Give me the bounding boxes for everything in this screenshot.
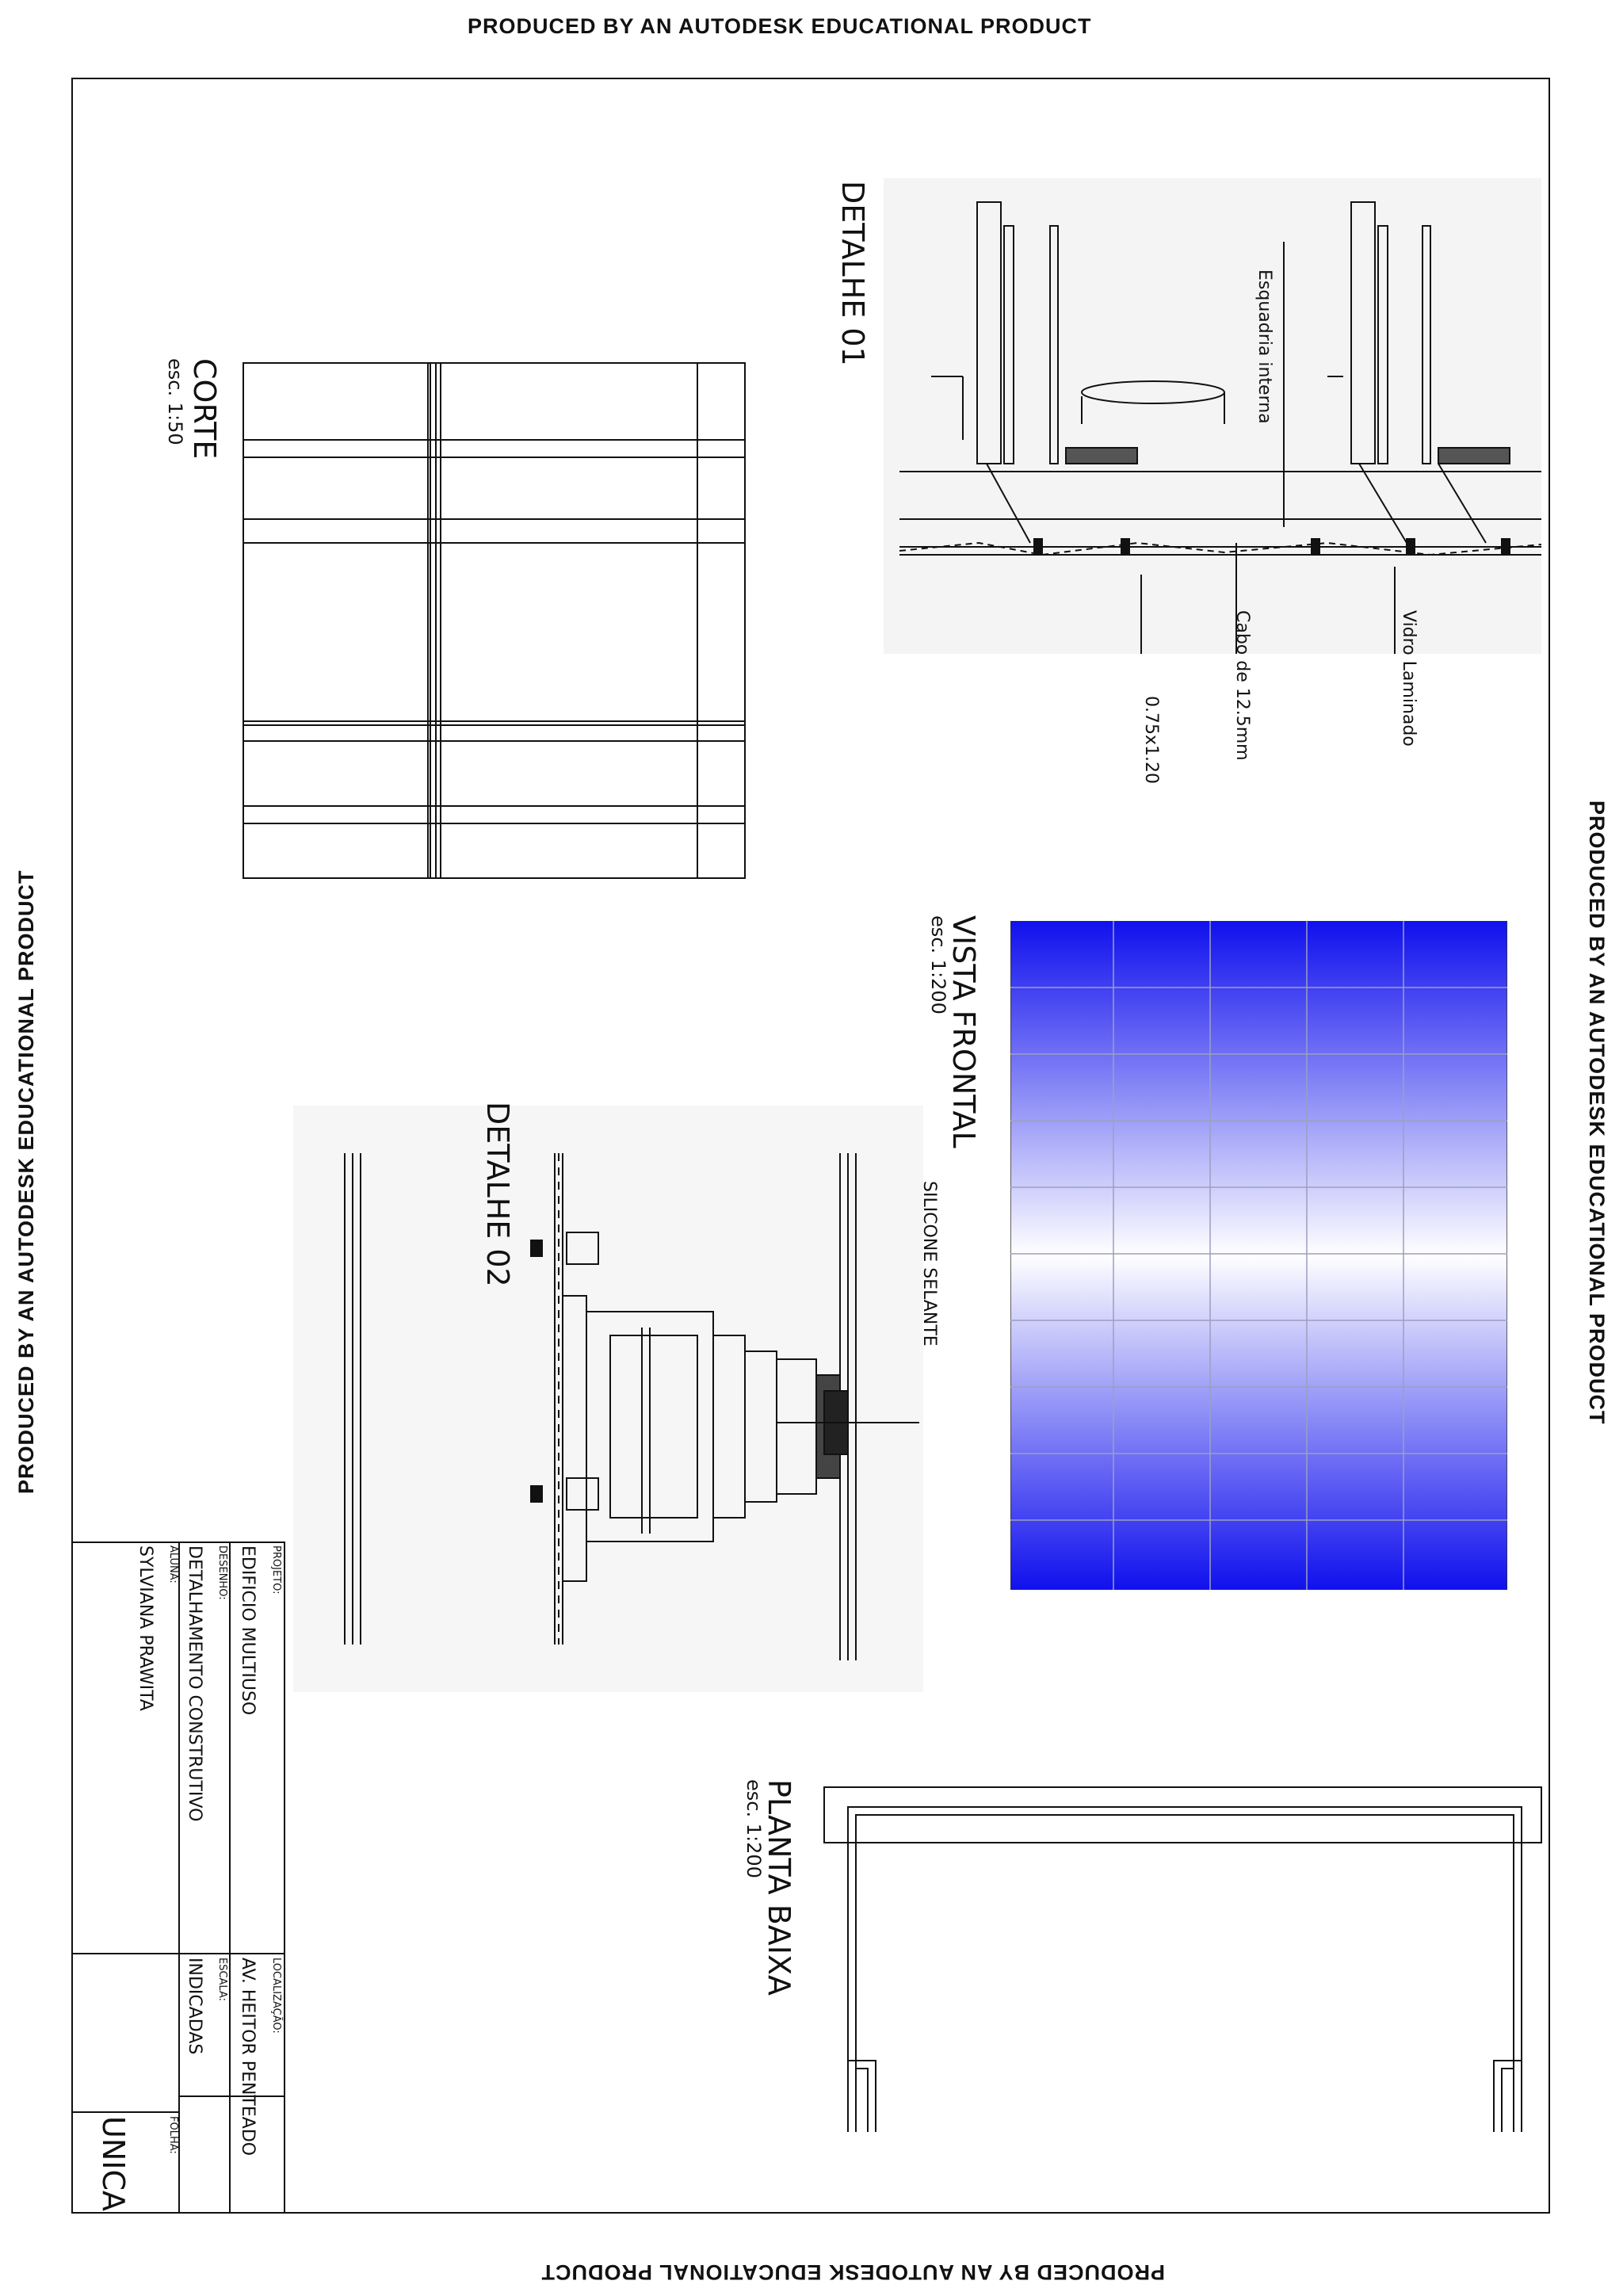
corte-scale: esc. 1:50 bbox=[164, 358, 186, 445]
planta-baixa-title: PLANTA BAIXA bbox=[762, 1779, 796, 1996]
watermark-right: PRODUCED BY AN AUTODESK EDUCATIONAL PRODUCT bbox=[1585, 800, 1609, 1425]
detalhe01-drawing bbox=[884, 178, 1541, 654]
vista-frontal-title: VISTA FRONTAL bbox=[946, 915, 981, 1148]
folha-label: FOLHA: bbox=[167, 2116, 179, 2154]
planta-baixa-scale: esc. 1:200 bbox=[743, 1779, 765, 1878]
watermark-left: PRODUCED BY AN AUTODESK EDUCATIONAL PRODUCT bbox=[14, 869, 38, 1494]
watermark-top: PRODUCED BY AN AUTODESK EDUCATIONAL PRODUCT bbox=[468, 14, 1092, 38]
label-dimensao: 0.75x1.20 bbox=[1141, 696, 1161, 784]
escala-value: INDICADAS bbox=[185, 1958, 204, 2055]
aluna-label: ALUNA: bbox=[167, 1545, 179, 1584]
vista-frontal-grid bbox=[1010, 921, 1507, 1590]
label-cabo: Cabo de 12.5mm bbox=[1232, 610, 1252, 761]
corte-drawing bbox=[238, 361, 753, 884]
label-silicone-selante: SILICONE SELANTE bbox=[919, 1181, 939, 1347]
projeto-label: PROJETO: bbox=[270, 1545, 282, 1595]
detalhe01-title: DETALHE 01 bbox=[835, 181, 870, 366]
planta-baixa-drawing bbox=[820, 1783, 1545, 2132]
desenho-value: DETALHAMENTO CONSTRUTIVO bbox=[185, 1545, 204, 1822]
label-esquadria-interna: Esquadria interna bbox=[1254, 269, 1274, 424]
detalhe02-drawing bbox=[293, 1106, 923, 1692]
projeto-value: EDIFICIO MULTIUSO bbox=[238, 1545, 258, 1716]
watermark-bottom: PRODUCED BY AN AUTODESK EDUCATIONAL PRODUCT bbox=[540, 2260, 1165, 2284]
corte-title: CORTE bbox=[187, 358, 222, 460]
vista-frontal-scale: esc. 1:200 bbox=[927, 915, 949, 1014]
localizacao-label: LOCALIZAÇÃO: bbox=[270, 1958, 282, 2034]
label-vidro-laminado: Vidro Laminado bbox=[1399, 610, 1419, 747]
desenho-label: DESENHO: bbox=[216, 1545, 228, 1600]
detalhe02-title: DETALHE 02 bbox=[480, 1102, 515, 1287]
escala-label: ESCALA: bbox=[216, 1958, 228, 2002]
aluna-value: SYLVIANA PRAWITA bbox=[136, 1545, 155, 1711]
localizacao-value: AV. HEITOR PENTEADO bbox=[238, 1958, 258, 2157]
folha-value: UNICA bbox=[96, 2116, 131, 2211]
